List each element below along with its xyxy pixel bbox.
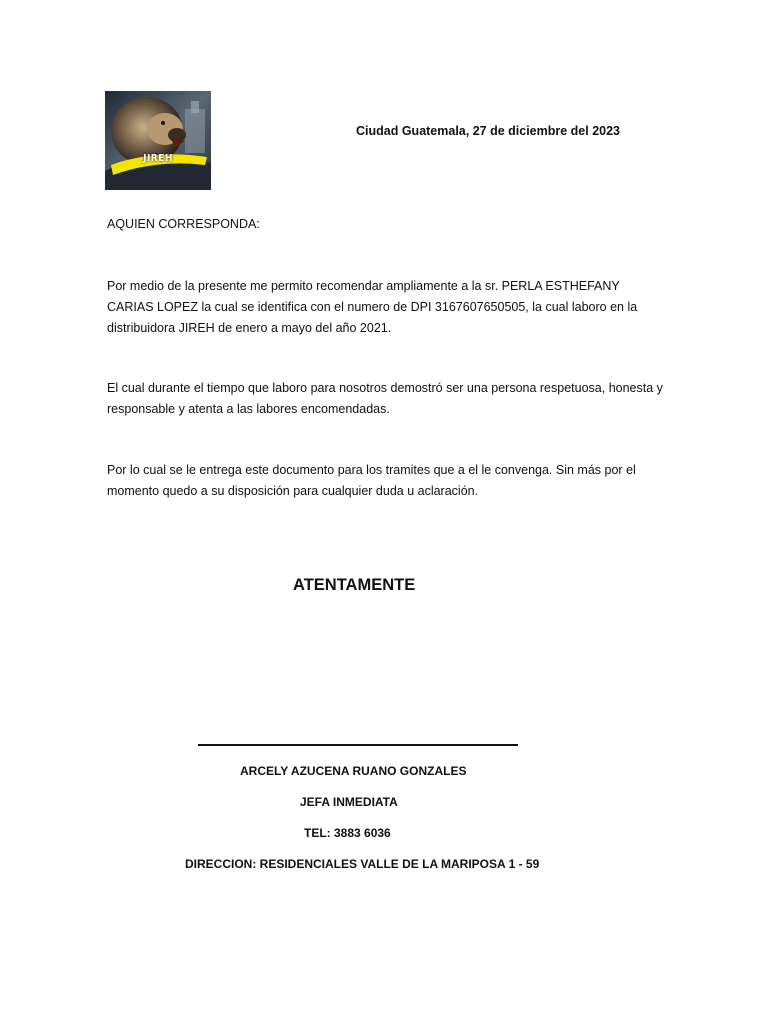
signer-name: ARCELY AZUCENA RUANO GONZALES bbox=[240, 764, 467, 778]
signer-address: DIRECCION: RESIDENCIALES VALLE DE LA MARIPOSA 1 - 59 bbox=[185, 857, 540, 871]
logo-text: JIREH bbox=[143, 153, 173, 164]
signer-role: JEFA INMEDIATA bbox=[300, 795, 398, 809]
company-logo bbox=[105, 91, 211, 190]
letter-date: Ciudad Guatemala, 27 de diciembre del 2023 bbox=[356, 124, 620, 138]
signer-phone: TEL: 3883 6036 bbox=[304, 826, 391, 840]
letter-salutation: AQUIEN CORRESPONDA: bbox=[107, 217, 260, 231]
letter-closing: ATENTAMENTE bbox=[293, 576, 416, 594]
letter-paragraph: Por medio de la presente me permito recomendar ampliamente a la sr. PERLA ESTHEFANY CARIAS LOPEZ la cual se identifica con el numero de DPI 3167607650505, la cual laboro en la distribuidora JIREH de enero a mayo del año 2021. bbox=[107, 279, 638, 335]
lion-logo-icon bbox=[105, 91, 211, 190]
letter-paragraph: Por lo cual se le entrega este documento para los tramites que a el le convenga. Sin más por el momento quedo a su disposición para cualquier duda u aclaración. bbox=[107, 463, 636, 498]
signature-line bbox=[198, 744, 518, 746]
letter-paragraph: El cual durante el tiempo que laboro para nosotros demostró ser una persona respetuosa, honesta y responsable y atenta a las labores encomendadas. bbox=[107, 381, 663, 416]
